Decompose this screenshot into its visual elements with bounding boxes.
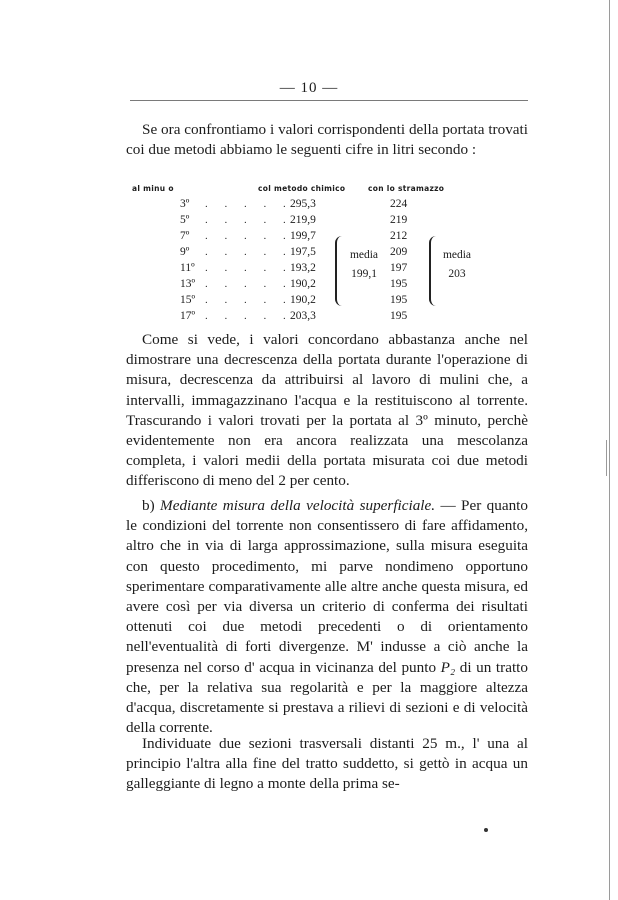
leader-dots: . . . . . xyxy=(205,262,293,274)
chemical-cell: 197,5 xyxy=(290,246,316,258)
scan-mark xyxy=(606,440,607,476)
minute-cell: 15º xyxy=(180,294,196,306)
weir-mean-label: media xyxy=(442,249,472,261)
surface-velocity-paragraph xyxy=(126,496,528,738)
weir-cell: 224 xyxy=(390,198,408,210)
intro-paragraph: Se ora confrontiamo i valori corrispondenti della portata trovati coi due metodi abbiamo le seguenti cifre in litri secondo : xyxy=(126,121,528,159)
leader-dots: . . . . . xyxy=(205,198,293,210)
leader-dots: . . . . . xyxy=(205,246,293,258)
weir-cell: 195 xyxy=(390,294,408,306)
minute-cell: 9º xyxy=(180,246,190,258)
leader-dots: . . . . . xyxy=(205,278,293,290)
section-text: — Per quanto le condizioni del torrente non consentissero di fare affidamento, altro che in via di larga approssimazione, sulla misura eseguita con questo procedimento, mi parve nondimeno opportuno sperimentare comparativamente alle altre anche questa misura, ed avere così per via diversa un criterio di conferma dei risultati ottenuti coi due metodi precedenti o di orientamento nell'eventualità di forti divergenze. M' indusse a ciò anche la presenza nel corso d' acqua in vicinanza del punto xyxy=(126,497,528,676)
weir-cell: 195 xyxy=(390,310,408,322)
weir-cell: 219 xyxy=(390,214,408,226)
section-marker: b) xyxy=(142,497,161,514)
leader-dots: . . . . . xyxy=(205,230,293,242)
leader-dots: . . . . . xyxy=(205,294,293,306)
weir-mean xyxy=(437,248,477,281)
cross-sections-paragraph: Individuate due sezioni trasversali distanti 25 m., l' una al principio l'altra alla fine del tratto suddetto, si gettò in acqua un galleggiante di legno a monte della prima se- xyxy=(126,735,528,793)
chemical-mean-label: media xyxy=(349,249,379,261)
leader-dots: . . . . . xyxy=(205,310,293,322)
minute-cell: 17º xyxy=(180,310,196,322)
chemical-cell: 203,3 xyxy=(290,310,316,322)
header-weir: con lo stramazzo xyxy=(368,184,445,193)
minute-cell: 11º xyxy=(180,262,195,274)
chemical-mean-brace xyxy=(335,236,342,306)
chemical-cell: 199,7 xyxy=(290,230,316,242)
page-number: — 10 — xyxy=(279,80,339,96)
page-edge-line xyxy=(609,0,610,900)
minute-cell: 5º xyxy=(180,214,190,226)
chemical-mean xyxy=(343,248,385,281)
section-title: Mediante misura della velocità superficiale. xyxy=(160,497,436,514)
point-symbol: P₂ xyxy=(440,658,456,676)
weir-cell: 195 xyxy=(390,278,408,290)
chemical-cell: 219,9 xyxy=(290,214,316,226)
chemical-mean-value: 199,1 xyxy=(351,268,377,280)
flow-comparison-table xyxy=(0,0,618,330)
weir-mean-brace xyxy=(429,236,436,306)
minute-cell: 7º xyxy=(180,230,190,242)
chemical-cell: 190,2 xyxy=(290,294,316,306)
minute-cell: 13º xyxy=(180,278,196,290)
chemical-cell: 190,2 xyxy=(290,278,316,290)
leader-dots: . . . . . xyxy=(205,214,293,226)
weir-cell: 212 xyxy=(390,230,408,242)
comparison-paragraph: Come si vede, i valori concordano abbastanza anche nel dimostrare una decrescenza della portata durante l'operazione di misura, decrescenza da attribuirsi al lavoro di mulini che, a intervalli, immagazzinano l'acqua e la restituiscono al torrente. Trascurando i valori trovati per la portata al 3º minuto, perchè evidentemente non era ancora realizzata una mescolanza completa, i valori medii della portata misurata coi due metodi differiscono di meno del 2 per cento. xyxy=(126,331,528,490)
header-minute: al minu o xyxy=(132,184,174,193)
weir-cell: 209 xyxy=(390,246,408,258)
chemical-cell: 295,3 xyxy=(290,198,316,210)
weir-cell: 197 xyxy=(390,262,408,274)
weir-mean-value: 203 xyxy=(448,268,466,280)
minute-cell: 3º xyxy=(180,198,190,210)
chemical-cell: 193,2 xyxy=(290,262,316,274)
ink-spot xyxy=(484,828,488,832)
header-chemical: col metodo chimico xyxy=(258,184,346,193)
section-text-end: di un tratto che, per la relativa sua regolarità e per la maggiore altezza d'acqua, discretamente si prestava a rilievi di sezioni e di velocità della corrente. xyxy=(126,658,528,737)
